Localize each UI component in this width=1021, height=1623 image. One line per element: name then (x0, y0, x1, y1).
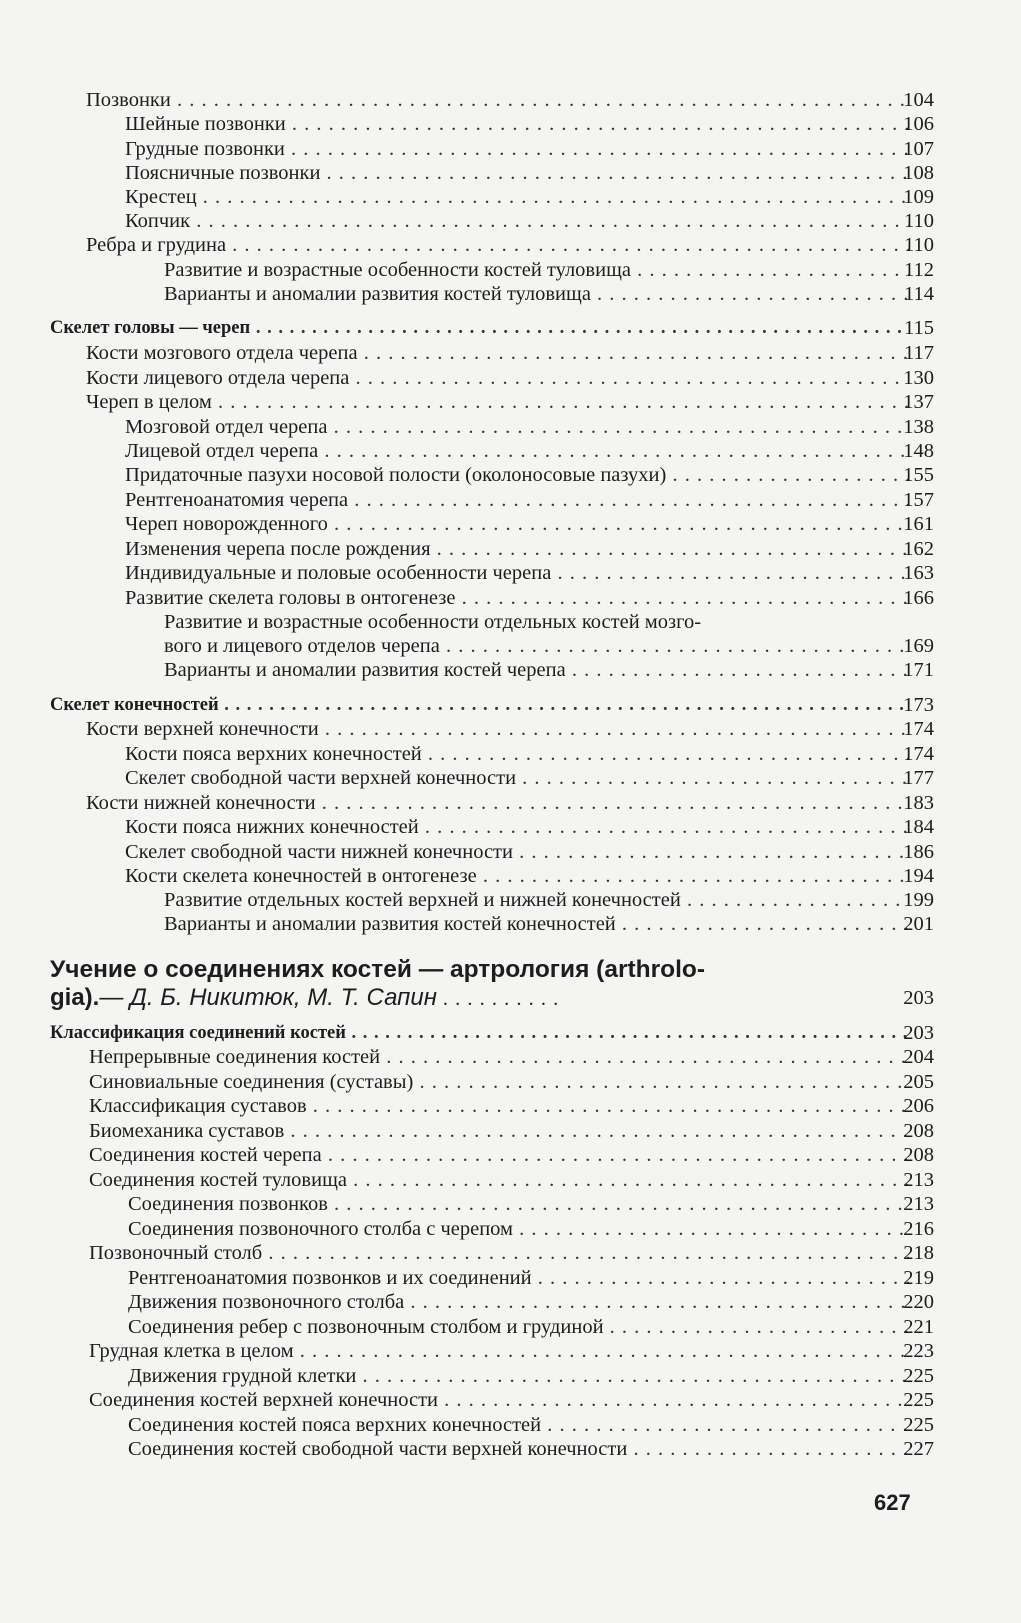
toc-entry-title: Кости пояса нижних конечностей . . . (125, 815, 909, 839)
toc-entry-title: Классификация соединений костей . . . (50, 1021, 909, 1045)
toc-entry[interactable] (0, 1070, 1021, 1096)
toc-entry-title: Соединения костей свободной части верхней конечности . . . (128, 1437, 909, 1461)
toc-entry-page: 117 (904, 342, 934, 364)
toc-entry-title: Скелет свободной части нижней конечности . . . (125, 840, 909, 864)
toc-entry[interactable] (0, 1413, 1021, 1439)
toc-entry-title: Развитие скелета головы в онтогенезе . . . (125, 586, 909, 610)
toc-entry[interactable] (0, 1241, 1021, 1267)
toc-entry-page: 106 (903, 113, 934, 135)
toc-entry-title: Кости верхней конечности . . . (86, 717, 909, 741)
toc-entry[interactable] (0, 766, 1021, 792)
toc-entry[interactable] (0, 1192, 1021, 1218)
toc-entry[interactable] (0, 88, 1021, 114)
toc-entry-title: Развитие и возрастные особенности отдельных костей мозго- (164, 611, 702, 633)
toc-entry-page: 223 (903, 1340, 934, 1362)
toc-entry[interactable] (0, 1290, 1021, 1316)
toc-entry[interactable] (0, 912, 1021, 938)
toc-section-heading[interactable] (0, 1021, 1021, 1047)
toc-entry[interactable] (0, 840, 1021, 866)
toc-entry[interactable] (0, 488, 1021, 514)
toc-entry-page: 220 (903, 1291, 934, 1313)
toc-entry-title: Соединения костей туловища . . . (89, 1168, 909, 1192)
toc-entry-title: Соединения костей черепа . . . (89, 1143, 909, 1167)
toc-entry-title: Мозговой отдел черепа . . . (125, 415, 909, 439)
toc-entry-title: Грудные позвонки . . . (125, 137, 909, 161)
toc-entry-page: 108 (903, 162, 934, 184)
toc-entry[interactable] (0, 1315, 1021, 1341)
toc-entry-title: Изменения черепа после рождения . . . (125, 537, 909, 561)
toc-entry-title: Придаточные пазухи носовой полости (околоносовые пазухи) . . . (125, 463, 909, 487)
toc-entry-title: Соединения ребер с позвоночным столбом и грудиной . . . (128, 1315, 909, 1339)
toc-entry[interactable] (0, 258, 1021, 284)
toc-entry-page: 166 (903, 587, 934, 609)
toc-entry-title: Череп в целом . . . (86, 390, 909, 414)
toc-entry[interactable] (0, 610, 1021, 636)
toc-entry[interactable] (0, 1119, 1021, 1145)
toc-entry-page: 204 (903, 1046, 934, 1068)
toc-entry-page: 218 (903, 1242, 934, 1264)
toc-entry-page: 183 (903, 792, 934, 814)
toc-entry-title: Поясничные позвонки . . . (125, 161, 909, 185)
toc-entry[interactable] (0, 586, 1021, 612)
toc-entry-title: Варианты и аномалии развития костей туловища . . . (164, 282, 909, 306)
toc-entry-title: Соединения костей пояса верхних конечностей . . . (128, 1413, 909, 1437)
toc-entry-title: вого и лицевого отделов черепа . . . (164, 634, 909, 658)
toc-entry-page: 109 (903, 186, 934, 208)
toc-entry-page: 114 (904, 283, 934, 305)
toc-entry-title: Рентгеноанатомия черепа . . . (125, 488, 909, 512)
toc-entry-page: 225 (903, 1365, 934, 1387)
toc-entry-page: 107 (903, 138, 934, 160)
toc-entry-title: Биомеханика суставов . . . (89, 1119, 909, 1143)
toc-entry-page: 171 (903, 659, 934, 681)
toc-entry[interactable] (0, 415, 1021, 441)
toc-entry-title: Варианты и аномалии развития костей черепа . . . (164, 658, 909, 682)
toc-entry-page: 203 (903, 1022, 934, 1044)
toc-entry-page: 203 (903, 987, 934, 1009)
toc-entry[interactable] (0, 137, 1021, 163)
toc-entry[interactable] (0, 561, 1021, 587)
toc-entry-title: Скелет свободной части верхней конечности . . . (125, 766, 909, 790)
toc-entry[interactable] (0, 1339, 1021, 1365)
toc-entry-page: 115 (904, 317, 934, 339)
toc-entry[interactable] (0, 1364, 1021, 1390)
toc-entry-title: Скелет головы — череп . . . (50, 316, 909, 340)
toc-entry-title: Варианты и аномалии развития костей конечностей . . . (164, 912, 909, 936)
toc-entry-page: 162 (903, 538, 934, 560)
toc-entry-page: 221 (903, 1316, 934, 1338)
toc-entry-page: 199 (903, 889, 934, 911)
toc-entry[interactable] (0, 341, 1021, 367)
toc-entry[interactable] (0, 658, 1021, 684)
toc-entry-page: 206 (903, 1095, 934, 1117)
toc-entry-title: Движения грудной клетки . . . (128, 1364, 909, 1388)
toc-entry-page: 161 (903, 513, 934, 535)
toc-entry-page: 225 (903, 1389, 934, 1411)
toc-entry[interactable] (0, 1143, 1021, 1169)
toc-entry[interactable] (0, 185, 1021, 211)
toc-entry-page: 186 (903, 841, 934, 863)
toc-entry-page: 194 (903, 865, 934, 887)
toc-entry-page: 208 (903, 1144, 934, 1166)
toc-entry-title: Развитие и возрастные особенности костей туловища . . . (164, 258, 909, 282)
part-authors: — Д. Б. Никитюк, М. Т. Сапин (99, 984, 437, 1011)
toc-entry-page: 157 (903, 489, 934, 511)
toc-entry[interactable] (0, 1168, 1021, 1194)
toc-entry-page: 227 (903, 1438, 934, 1460)
toc-entry[interactable] (0, 1045, 1021, 1071)
toc-entry-page: 138 (903, 416, 934, 438)
toc-entry-title: Индивидуальные и половые особенности черепа . . . (125, 561, 909, 585)
toc-entry[interactable] (0, 161, 1021, 187)
toc-section-heading[interactable] (0, 693, 1021, 719)
toc-entry[interactable] (0, 439, 1021, 465)
toc-entry-title: Синовиальные соединения (суставы) . . . (89, 1070, 909, 1094)
toc-entry[interactable] (0, 112, 1021, 138)
toc-entry-page: 155 (903, 464, 934, 486)
toc-entry-page: 208 (903, 1120, 934, 1142)
toc-entry[interactable] (0, 815, 1021, 841)
toc-entry-title: Движения позвоночного столба . . . (128, 1290, 909, 1314)
toc-entry-title: Позвонки . . . (86, 88, 909, 112)
toc-entry[interactable] (0, 463, 1021, 489)
toc-entry-title: Ребра и грудина . . . (86, 233, 909, 257)
toc-entry[interactable] (0, 1388, 1021, 1414)
toc-entry-title: Соединения костей верхней конечности . . . (89, 1388, 909, 1412)
toc-entry-title: Лицевой отдел черепа . . . (125, 439, 909, 463)
toc-entry-page: 110 (904, 234, 934, 256)
toc-entry-title: Развитие отдельных костей верхней и нижней конечностей . . . (164, 888, 909, 912)
toc-section-heading[interactable] (0, 316, 1021, 342)
toc-entry[interactable] (0, 1217, 1021, 1243)
toc-entry-page: 225 (903, 1414, 934, 1436)
toc-entry-page: 110 (904, 210, 934, 232)
toc-entry-title: Соединения позвонков . . . (128, 1192, 909, 1216)
toc-entry[interactable] (0, 1437, 1021, 1463)
toc-entry[interactable] (0, 512, 1021, 538)
toc-entry-page: 205 (903, 1071, 934, 1093)
toc-entry-title: Крестец . . . (125, 185, 909, 209)
toc-entry-title: Классификация суставов . . . (89, 1094, 909, 1118)
toc-entry-page: 184 (903, 816, 934, 838)
toc-entry[interactable] (0, 233, 1021, 259)
toc-entry-title: Рентгеноанатомия позвонков и их соединений . . . (128, 1266, 909, 1290)
toc-entry-page: 174 (903, 718, 934, 740)
part-title-continuation: gia). (50, 984, 100, 1011)
toc-entry-page: 163 (903, 562, 934, 584)
part-title-line1: Учение о соединениях костей — артрология (arthrolo- (50, 956, 706, 983)
toc-entry-title: Кости скелета конечностей в онтогенезе . . . (125, 864, 909, 888)
toc-entry[interactable] (0, 1266, 1021, 1292)
toc-entry-title: Кости лицевого отдела черепа . . . (86, 366, 909, 390)
toc-entry-page: 216 (903, 1218, 934, 1240)
toc-entry-page: 169 (903, 635, 934, 657)
toc-entry-page: 219 (903, 1267, 934, 1289)
toc-entry[interactable] (0, 1094, 1021, 1120)
toc-entry-title: Кости мозгового отдела черепа . . . (86, 341, 909, 365)
toc-entry[interactable] (0, 209, 1021, 235)
toc-entry-page: 173 (903, 694, 934, 716)
toc-entry[interactable] (0, 634, 1021, 660)
page-number: 627 (874, 1490, 911, 1515)
toc-entry-page: 213 (903, 1169, 934, 1191)
toc-entry-title: Грудная клетка в целом . . . (89, 1339, 909, 1363)
toc-entry-title: Непрерывные соединения костей . . . (89, 1045, 909, 1069)
toc-entry-title: Кости пояса верхних конечностей . . . (125, 742, 909, 766)
part-title-line2 (50, 984, 934, 1014)
toc-part-heading[interactable] (50, 956, 934, 1014)
leader-dots: . . . . . . . . . . (442, 988, 560, 1010)
toc-entry[interactable] (0, 791, 1021, 817)
toc-entry[interactable] (0, 864, 1021, 890)
toc-entry-page: 148 (903, 440, 934, 462)
toc-entry-title: Шейные позвонки . . . (125, 112, 909, 136)
toc-entry-page: 137 (903, 391, 934, 413)
toc-entry-title: Скелет конечностей . . . (50, 693, 909, 717)
toc-entry[interactable] (0, 282, 1021, 308)
toc-entry-title: Соединения позвоночного столба с черепом . . . (128, 1217, 909, 1241)
toc-entry-title: Позвоночный столб . . . (89, 1241, 909, 1265)
toc-entry-page: 130 (903, 367, 934, 389)
toc-entry-page: 112 (904, 259, 934, 281)
toc-entry-page: 213 (903, 1193, 934, 1215)
toc-entry[interactable] (0, 742, 1021, 768)
toc-entry-page: 177 (903, 767, 934, 789)
toc-entry-title: Копчик . . . (125, 209, 909, 233)
toc-entry[interactable] (0, 537, 1021, 563)
toc-entry-title: Череп новорожденного . . . (125, 512, 909, 536)
toc-entry[interactable] (0, 717, 1021, 743)
toc-entry[interactable] (0, 390, 1021, 416)
toc-entry-page: 201 (903, 913, 934, 935)
toc-entry-page: 104 (903, 89, 934, 111)
toc-entry-title: Кости нижней конечности . . . (86, 791, 909, 815)
toc-entry[interactable] (0, 888, 1021, 914)
toc-entry-page: 174 (903, 743, 934, 765)
toc-entry[interactable] (0, 366, 1021, 392)
